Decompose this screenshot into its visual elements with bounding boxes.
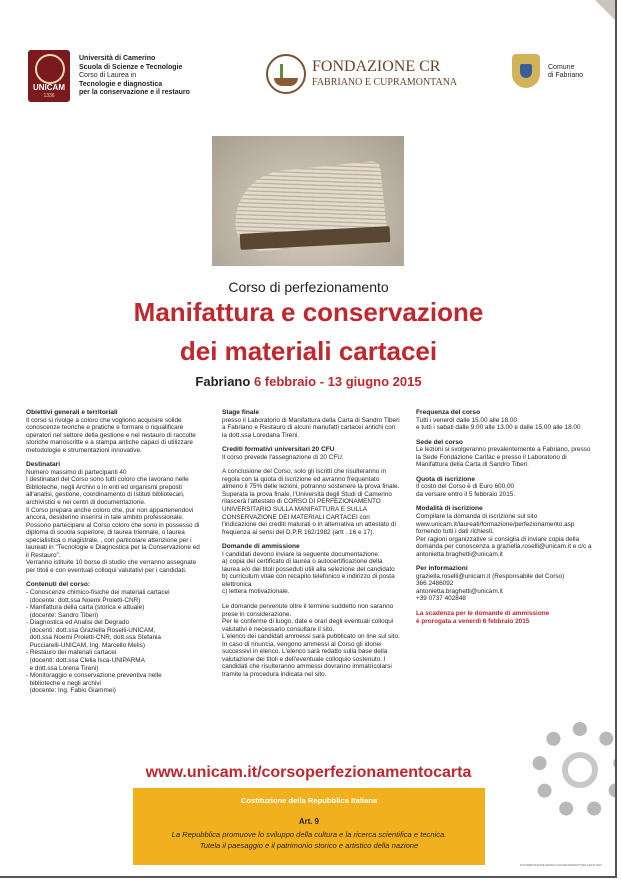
list-item: biblioteche e negli archivi (26, 679, 101, 687)
column-center (222, 409, 400, 679)
list-item: b) curriculum vitae con recapito telefonico e indirizzo di posta elettronica (222, 573, 397, 588)
paragraph: Le lezioni si svolgeranno prevalentemente a Fabriano, presso la Sede Fondazione Carifac e presso il Laboratorio di Manifattura della Carta di Sandro Tiberi. (416, 446, 591, 469)
list-item: - Monitoraggio e conservazione preventiva nelle (26, 672, 162, 680)
course-title-line-2: dei materiali cartacei (179, 336, 438, 366)
paragraph: I candidati devono inviare la seguente documentazione: (222, 550, 380, 558)
documents-list (222, 558, 400, 596)
unicam-logo (28, 50, 70, 102)
unicam-line-2: Scuola di Scienze e Tecnologie (79, 63, 183, 71)
constitution-article: Art. 9 (299, 817, 319, 826)
paragraph: L'elenco dei candidati ammessi sarà pubblicato on line sul sito. (222, 633, 400, 641)
section-heading: Frequenza del corso (416, 409, 481, 416)
comune-line-1: Comune (548, 64, 575, 71)
course-title-line-1: Manifattura e conservazione (133, 297, 484, 327)
paragraph: Il Corso prepara anche coloro che, pur non appartenendovi ancora, desiderino inserirsi in tale ambito professionale. Possono partecipare al Corso coloro che sono in possesso di diploma di scuola superiore, di laurea triennale, o laurea specialistica o magistrale, , con particolare attenzione per i laureati in "Tecnologie e Diagnostica per la Conservazione ed il Restauro". (26, 506, 200, 559)
paragraph: Il corso si rivolge a coloro che vogliono acquisire solide conoscenze teoriche e pratiche e formare o riqualificare operatori nel settore della gestione e nel restauro di raccolte storiche manoscritte e a stampa antiche capaci di utilizzare metodologie e strumentazioni innovative. (26, 416, 196, 454)
course-date (0, 374, 617, 389)
paragraph: Numero massimo di partecipanti 40 (26, 468, 127, 476)
course-type: Corso di perfezionamento (228, 279, 389, 295)
constitution-line-1: La Repubblica promuove lo sviluppo della cultura e la ricerca scientifica e tecnica. (171, 830, 447, 839)
deadline-note-2: è prorogata a venerdì 6 febbraio 2015 (416, 617, 530, 625)
section-heading: Per informazioni (416, 565, 468, 573)
section-heading: Sede del corso (416, 438, 463, 446)
course-dates: 6 febbraio - 13 giugno 2015 (253, 374, 422, 389)
unicam-line-5: per la conservazione e il restauro (79, 89, 190, 97)
column-left (26, 409, 204, 695)
list-item: - Diagnostica ed Analisi del Degrado (26, 619, 130, 627)
section-heading: Modalità di iscrizione (416, 505, 483, 513)
course-url-link[interactable]: www.unicam.it/corsoperfezionamentocarta (145, 764, 472, 781)
paragraph: Tutti i venerdì dalle 15.00 alle 18.00 (416, 416, 518, 424)
section-heading: Quota di iscrizione (416, 475, 475, 483)
paragraph: Per ragioni organizzative si consiglia di inviare copia della domanda per conoscenza a graziella.roselli@unicam.it e c/c a antonietta.braghetti@unicam.it (416, 535, 592, 558)
constitution-title: Costituzione della Repubblica Italiana (240, 796, 378, 805)
list-item: Pucciarelli-UNICAM, Ing. Marcello Melis) (26, 641, 145, 649)
paragraph: e tutti i sabati dalle 9.00 alle 13.00 e dalle 15.00 alle 18.00 (416, 424, 581, 432)
list-item: (docente: Sandro Tiberi) (26, 611, 99, 619)
constitution-box (133, 788, 485, 865)
list-item: - Manifattura della carta (storica e attuale) (26, 604, 145, 612)
unicam-line-1: Università di Camerino (79, 55, 156, 62)
paragraph: graziella.roselli@unicam.it (Responsabile del Corso) (416, 572, 565, 580)
list-item: e dott.ssa Lorena Tireni) (26, 664, 99, 672)
paragraph: A conclusione del Corso, solo gli iscritti che risulteranno in regola con la quota di iscrizione ed avranno frequentato almeno il 75% delle lezioni, potranno sostenere la prova finale. Superata la prova finale, l'Università degli Studi di Camerino rilascerà l'attestato di CORSO DI PERFEZIONAMENTO UNIVERSITARIO SULLA MANIFATTURA E SULLA CONSERVAZIONE DEI MATERIALI CARTACEI con l'indicazione dei crediti maturati o in alternativa un attestato di frequenza ai sensi del D.P.R 162/1982 (artt . 16 e 17). (222, 468, 400, 536)
unicam-logo-label: UNICAM (33, 83, 65, 92)
list-item: - Conoscenze chimico-fisiche dei materiali cartacei (26, 589, 170, 597)
list-item: (docenti: dott.ssa Clelia Isca-UNIPARMA (26, 656, 145, 664)
section-heading: Stage finale (222, 409, 260, 416)
unicam-line-4: Tecnologie e diagnostica (79, 80, 163, 88)
section-heading: Crediti formativi universitari 20 CFU (222, 446, 335, 454)
paragraph: antonietta.braghetti@unicam.it (416, 587, 503, 595)
paragraph: da versare entro il 5 febbraio 2015. (416, 490, 516, 498)
paragraph: Il corso prevede l'assegnazione di 20 CFU. (222, 453, 344, 461)
list-item: (docente: dott.ssa Noemi Proietti-CNR) (26, 596, 141, 604)
section-heading: Destinatari (26, 461, 61, 469)
paragraph: Il costo del Corso è di Euro 600,00 (416, 483, 515, 491)
paragraph: Compilare la domanda di iscrizione sul sito www.unicam.it/laureati/formazione/perfezionamento.asp fornendo tutti i dati richiesti. (416, 513, 575, 536)
fabriano-crest-icon (512, 54, 540, 88)
fondazione-subtitle: FABRIANO E CUPRAMONTANA (312, 77, 458, 88)
paragraph: I destinatari del Corso sono tutti coloro che lavorano nelle Biblioteche, negli Archivi o in enti ed organismi preposti all'analisi, gestione, coordinamento di Istituti bibliotecari, archivistici e nei centri di documentazione. (26, 476, 189, 507)
unicam-line-3: Corso di Laurea in (79, 72, 137, 80)
list-item: - Restauro dei materiali cartacei (26, 649, 117, 657)
unicam-crest-icon (35, 54, 65, 84)
course-city: Fabriano (195, 374, 251, 389)
comune-line-2: di Fabriano (548, 72, 584, 79)
comune-text (548, 64, 583, 80)
paragraph: Verranno istituite 10 borse di studio che verranno assegnate per titoli e con eventuali colloqui valutativi per i candidati. (26, 559, 197, 574)
list-item: a) copia del certificato di laurea o autocertificazione della laurea e/o dei titoli posseduti utili alla selezione del candidato (222, 558, 395, 573)
content-list (26, 589, 204, 695)
deadline-note-1: La scadenza per le domande di ammissione (416, 610, 550, 618)
fondazione-logo-icon (266, 54, 306, 94)
unicam-text (79, 55, 249, 98)
paper-book-photo (212, 136, 404, 266)
paragraph: 366 2486092 (416, 580, 454, 588)
paragraph: +39 0737 402848 (416, 595, 466, 603)
paragraph: presso il Laboratorio di Manifattura della Carta di Sandro Tiberi a Fabriano e Restauro di alcuni manufatti cartacei antichi con la dott.ssa Loredana Tireni. (222, 416, 400, 439)
print-credit: DOCUMENTAZIONE GRAFICA UNICAM MANIFATTURA CARTA 2015 (520, 864, 602, 867)
paragraph: In caso di rinuncia, vengono ammessi al Corso gli idonei successivi in elenco. L'elenco sarà redatto sulla base della valutazione dei titoli e dell'eventuale colloquio sostenuto. I candidati che risulteranno ammessi dovranno immatricolarsi tramite la procedura indicata nel sito. (222, 640, 392, 678)
page-corner (595, 0, 615, 20)
constitution-line-2: Tutela il paesaggio e il patrimonio storico e artistico della nazione (199, 841, 419, 850)
unicam-logo-year: 1336 (43, 93, 55, 99)
list-item: (docente: Ing. Fabio Giammei) (26, 687, 116, 695)
list-item: (docenti: dott.ssa Graziella Roselli-UNICAM, (26, 626, 156, 634)
list-item: c) lettera motivazionale. (222, 588, 290, 596)
fondazione-title: FONDAZIONE CR (312, 58, 441, 75)
section-heading: Obiettivi generali e territoriali (26, 409, 118, 416)
paragraph: Per le conferme di luogo, date e orari degli eventuali colloqui valutativi è necessario consultare il sito. (222, 618, 394, 633)
section-heading: Domande di ammissione (222, 543, 300, 551)
column-right (416, 409, 594, 625)
section-heading: Contenuti del corso: (26, 581, 91, 589)
paragraph: Le domande pervenute oltre il termine suddetto non saranno prese in considerazione. (222, 603, 394, 618)
list-item: dott.ssa Noemi Proietti-CNR, dott.ssa Stefania (26, 634, 161, 642)
